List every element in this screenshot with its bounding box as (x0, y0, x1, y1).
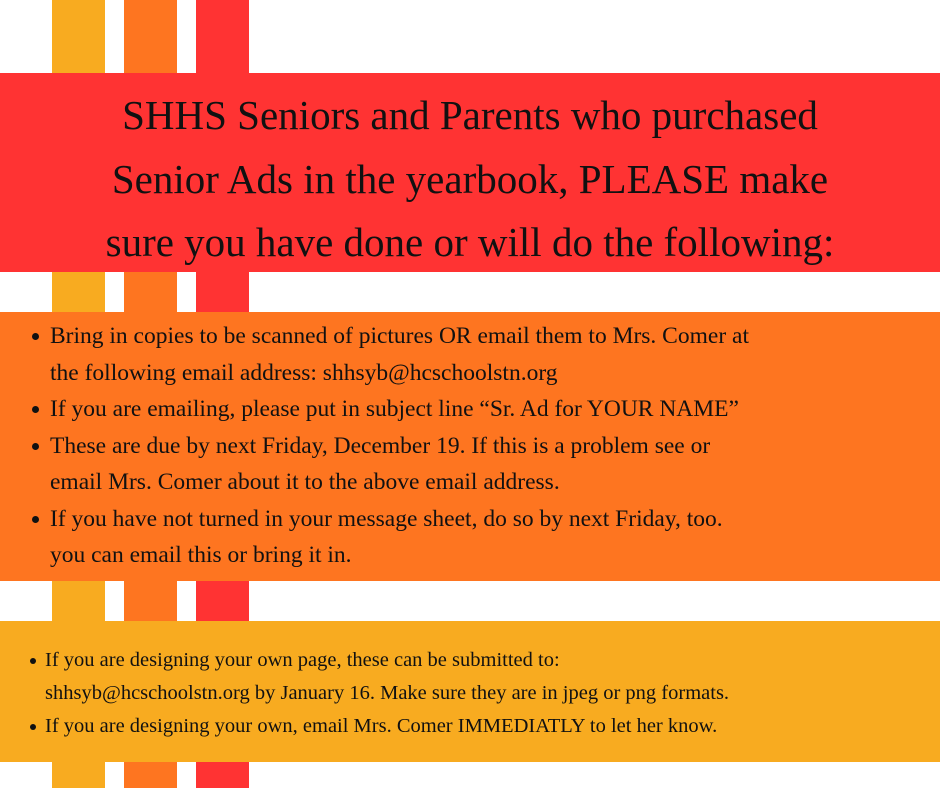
design-own-list (45, 644, 935, 743)
title-line: SHHS Seniors and Parents who purchased (122, 92, 818, 138)
list-item-line: the following email address: shhsyb@hcschoolstn.org (50, 359, 558, 386)
list-item (50, 428, 935, 501)
list-item-line: you can email this or bring it in. (50, 542, 352, 568)
list-item-line: email Mrs. Comer about it to the above email address. (50, 469, 560, 495)
list-item (45, 644, 935, 710)
page-title (0, 84, 940, 275)
list-item (50, 391, 935, 428)
list-item-line: Bring in copies to be scanned of pictures OR email them to Mrs. Comer at (50, 323, 749, 349)
list-item (50, 318, 935, 391)
list-item-line: These are due by next Friday, December 19. If this is a problem see or (50, 432, 711, 459)
list-item (45, 710, 935, 743)
list-item-line: If you are emailing, please put in subject line “Sr. Ad for YOUR NAME” (50, 396, 739, 422)
list-item-line: If you are designing your own page, these can be submitted to: (45, 649, 560, 671)
list-item-line: If you have not turned in your message sheet, do so by next Friday, too. (50, 505, 723, 532)
list-item-line: If you are designing your own, email Mrs. Comer IMMEDIATLY to let her know. (45, 715, 718, 737)
title-line: Senior Ads in the yearbook, PLEASE make (111, 155, 829, 202)
list-item (50, 501, 935, 574)
instructions-list (50, 318, 935, 574)
title-line: sure you have done or will do the following: (105, 219, 835, 265)
list-item-line: shhsyb@hcschoolstn.org by January 16. Make sure they are in jpeg or png formats. (45, 682, 730, 704)
